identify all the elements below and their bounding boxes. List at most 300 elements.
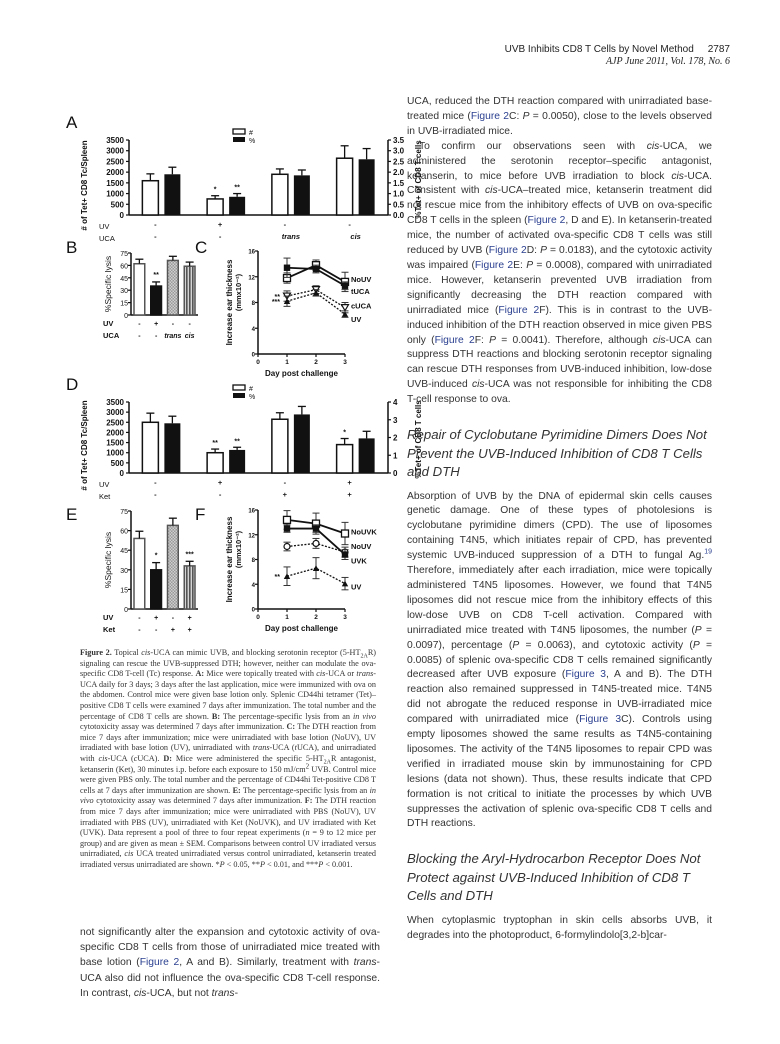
left-column-italic: trans xyxy=(353,957,377,969)
running-header xyxy=(505,44,730,68)
data-point xyxy=(342,283,348,289)
caption-text: Topical xyxy=(111,648,142,657)
row-label-uv: UV xyxy=(99,222,110,231)
bar-percent xyxy=(294,414,310,473)
y2-tick-label: 2 xyxy=(393,433,398,443)
series-label: NoUV xyxy=(351,274,372,284)
paragraph-text: -UCA. Consistent with xyxy=(407,170,712,197)
significance-marker: * xyxy=(343,429,346,437)
paragraph-text: = 0.0183), and the cytotoxic activity was impaired ( xyxy=(407,245,712,271)
y2-tick-label: 1.0 xyxy=(393,189,405,199)
significance-marker: ** xyxy=(234,438,240,446)
condition-label: trans xyxy=(281,232,301,241)
paragraph-text: -UCA was not responsible for inhibiting the CD8 T-cell response to ova. xyxy=(407,379,712,406)
x-tick-label: 1 xyxy=(285,614,289,621)
y-axis-title-units: (mmx10⁻²) xyxy=(234,273,243,312)
figure-link[interactable]: Figure 2 xyxy=(474,259,514,271)
significance-marker: ** xyxy=(274,294,280,302)
caption-italic: in vivo xyxy=(80,785,376,806)
legend-swatch-percent xyxy=(233,137,245,142)
y-axis-title: # of Tet+ CD8 Tc/Spleen xyxy=(80,400,89,491)
x-tick-label: 2 xyxy=(314,614,318,621)
y-tick-label: 8 xyxy=(251,558,255,564)
y-tick-label: 3000 xyxy=(106,146,124,156)
data-point xyxy=(313,525,319,531)
bar xyxy=(168,525,179,609)
row-label-ket: Ket xyxy=(103,625,116,634)
chart-legend xyxy=(233,385,255,401)
y-tick-label: 2500 xyxy=(106,418,124,428)
y2-tick-label: 2.5 xyxy=(393,157,405,167)
x-tick-label: 1 xyxy=(285,359,289,366)
row-label-uca: UCA xyxy=(99,234,115,243)
right-column-text xyxy=(407,95,712,944)
left-column-text: not significantly alter the expansion and cytotoxic activity of ova-specific CD8 T cells from those of unirradiated mice treated with base lotion ( xyxy=(80,927,380,969)
series-label: NoUV xyxy=(351,542,372,552)
condition-label: cis xyxy=(184,333,195,340)
bar-percent xyxy=(359,159,375,215)
series-label: UV xyxy=(351,315,362,325)
significance-marker: * xyxy=(213,186,217,194)
y-tick-label: 16 xyxy=(248,249,255,256)
y-tick-label: 500 xyxy=(110,458,124,468)
row-label-uv: UV xyxy=(103,613,114,622)
paragraph-italic: cis xyxy=(652,334,666,346)
y-tick-label: 12 xyxy=(248,533,255,540)
section-heading: Repair of Cyclobutane Pyrimidine Dimers Does Not Prevent the UVB-Induced Inhibition of CD8 T Cells and DTH xyxy=(407,427,707,480)
paragraph-text: = 0.0063), and cytotoxic activity ( xyxy=(519,639,693,651)
paragraph-italic: P xyxy=(692,639,700,651)
y-tick-label: 4 xyxy=(251,582,255,589)
paragraph-text: E: xyxy=(513,259,527,271)
caption-italic: trans xyxy=(356,669,374,679)
significance-marker: * xyxy=(154,552,158,560)
y-axis-title: %Specific lysis xyxy=(103,531,113,589)
y2-tick-label: 3.0 xyxy=(393,146,405,156)
legend-swatch-number xyxy=(233,129,245,134)
y2-tick-label: 1 xyxy=(393,451,398,461)
significance-marker: *** xyxy=(271,299,280,307)
caption-panel-ref: A: xyxy=(195,669,205,679)
y-tick-label: 2000 xyxy=(106,168,124,178)
journal-citation: AJP June 2011, Vol. 178, No. 6 xyxy=(605,56,730,67)
paragraph-text: C: xyxy=(509,110,523,122)
paragraph-italic: P xyxy=(694,624,702,636)
caption-italic: P xyxy=(219,859,225,869)
y-tick-label: 12 xyxy=(248,275,255,282)
condition-label: + xyxy=(347,490,352,499)
caption-text: The DTH reaction from mice 7 days after immunization; mice were unirradiated with base lotion (NoUV), UV irradiated with base lotion (UV), unirradiated with xyxy=(80,722,376,753)
caption-text: The percentage-specific lysis from an xyxy=(240,785,370,795)
legend-label-percent: % xyxy=(249,138,256,145)
caption-italic: P xyxy=(318,859,324,869)
y-tick-label: 3000 xyxy=(106,408,124,418)
left-column-text: -UCA also did not influence the ova-specific CD8 T-cell response. In contrast, xyxy=(80,957,380,999)
y2-tick-label: 0 xyxy=(393,469,398,478)
significance-marker: ** xyxy=(212,440,218,448)
caption-text: R) signaling can rescue the UVB-suppressed DTH; however, neither can modulate the ova-specific CD8 T-cell (Tc) response. xyxy=(80,648,376,679)
y2-tick-label: 0.5 xyxy=(393,200,405,210)
data-point xyxy=(313,540,319,546)
y-tick-label: 75 xyxy=(120,251,128,258)
paragraph-italic: P xyxy=(540,245,547,257)
y2-tick-label: 0.0 xyxy=(393,211,405,220)
paragraph xyxy=(407,914,712,944)
x-axis-title: Day post challenge xyxy=(265,624,338,633)
data-point xyxy=(284,516,291,523)
x-tick-label: 0 xyxy=(256,359,260,366)
figure-link[interactable]: Figure 2 xyxy=(488,245,527,257)
figure-2 xyxy=(60,100,423,645)
y-tick-label: 0 xyxy=(124,313,128,320)
bar-number xyxy=(142,422,158,473)
bar xyxy=(184,266,195,315)
left-column-italic: trans xyxy=(211,987,235,999)
bar-number xyxy=(207,453,223,473)
condition-label: - xyxy=(154,232,157,241)
y2-tick-label: 4 xyxy=(393,398,398,407)
paragraph-text: To confirm our observations seen with xyxy=(419,140,647,152)
caption-text: Mice were topically treated with xyxy=(204,669,317,679)
bar xyxy=(184,566,195,609)
caption-panel-ref: D: xyxy=(163,753,172,763)
paragraph-italic: cis xyxy=(485,185,498,197)
paragraph-text: F: xyxy=(474,334,490,346)
bar-number xyxy=(337,158,353,215)
caption-text: < 0.01, and *** xyxy=(264,859,319,869)
caption-text: -UCA or xyxy=(325,669,357,679)
series-uv xyxy=(284,558,362,592)
figure-link[interactable]: Figure 2 xyxy=(470,110,510,122)
condition-label: + xyxy=(347,478,352,487)
bar-percent xyxy=(164,174,180,215)
y-tick-label: 15 xyxy=(120,300,128,308)
y-axis-title: %Specific lysis xyxy=(103,255,113,313)
data-point xyxy=(342,551,348,557)
caption-label: Figure 2. xyxy=(80,648,112,657)
bar-number xyxy=(207,199,223,215)
left-column-italic: cis xyxy=(133,987,147,999)
paragraph-text: F). This is in contrast to the UVB-induced inhibition of the DTH reaction observed in mice given PBS only ( xyxy=(407,304,712,346)
caption-text: = 9 to 12 mice per group) and are given as mean ± SEM. Comparisons between control UV irradiated versus unirradiated, xyxy=(80,828,376,859)
figure-link[interactable]: Figure 2 xyxy=(434,334,475,346)
caption-text: < 0.001. xyxy=(323,859,353,869)
condition-label: - xyxy=(154,478,157,487)
condition-label: cis xyxy=(350,232,361,241)
caption-text: Mice were administered the specific 5-HT xyxy=(172,753,324,763)
y-tick-label: 45 xyxy=(120,548,128,556)
condition-label: - xyxy=(138,627,141,634)
bar-percent xyxy=(294,175,310,215)
caption-italic: P xyxy=(259,859,265,869)
left-column-text: , A and B). Similarly, treatment with xyxy=(179,957,354,969)
series-nouvk xyxy=(284,511,378,545)
legend-label-number: # xyxy=(249,130,253,137)
bar xyxy=(134,538,145,609)
y-tick-label: 500 xyxy=(110,200,124,210)
bar-percent xyxy=(229,197,245,215)
condition-label: + xyxy=(217,220,223,229)
significance-marker: ** xyxy=(153,271,159,279)
y2-tick-label: 2.0 xyxy=(393,168,405,178)
paragraph xyxy=(407,95,712,140)
condition-label: + xyxy=(154,321,159,328)
paragraph-text: UCA, reduced the DTH reaction compared with unirradiated base-treated mice ( xyxy=(407,96,712,122)
left-column-text xyxy=(80,925,380,1001)
condition-label: trans xyxy=(164,333,182,340)
caption-text: The percentage-specific lysis from an xyxy=(220,711,353,721)
caption-panel-ref: F: xyxy=(304,796,313,806)
y-tick-label: 60 xyxy=(120,263,128,271)
x-tick-label: 2 xyxy=(314,359,318,366)
paragraph-text: = 0.0097), percentage ( xyxy=(407,624,712,651)
bar xyxy=(151,286,162,315)
condition-label: + xyxy=(187,615,192,622)
caption-italic: trans xyxy=(252,743,270,753)
x-tick-label: 0 xyxy=(256,614,260,621)
panel-label-d: D xyxy=(66,375,79,394)
y-tick-label: 45 xyxy=(120,275,128,283)
panel-label-b: B xyxy=(66,238,78,257)
paragraph-text: , A and B). The DTH reaction also remained suppressed in T4N5-treated mice. T4N5 did not abrogate the reduced response in UVB-irradiated mice compared with unirradiated mice ( xyxy=(407,669,713,726)
x-tick-label: 3 xyxy=(343,359,347,366)
condition-label: - xyxy=(283,220,287,229)
y-tick-label: 1500 xyxy=(106,438,124,448)
paragraph-text: D: xyxy=(526,245,541,257)
caption-text: < 0.05, ** xyxy=(224,859,260,869)
caption-panel-ref: B: xyxy=(211,711,221,721)
panel-label-e: E xyxy=(66,505,78,524)
x-tick-label: 3 xyxy=(343,614,347,621)
bar xyxy=(134,264,145,315)
paragraph-text: -UCA–treated mice, ketanserin treatment did not rescue mice from the inhibitory effects of UVB on ova-specific CD8 T cells in the spleen ( xyxy=(407,185,712,227)
y-tick-label: 0 xyxy=(251,607,255,614)
y-tick-label: 0 xyxy=(251,352,255,359)
y-axis-title: Increase ear thickness xyxy=(225,259,234,346)
reference-link[interactable]: 19 xyxy=(704,548,712,556)
left-column-text: - xyxy=(234,987,238,999)
paragraph xyxy=(407,490,712,833)
figure-link[interactable]: Figure 2 xyxy=(139,957,180,969)
y2-axis-title: %Tet+ of CD8 T cells xyxy=(414,140,423,219)
y-tick-label: 60 xyxy=(120,528,128,536)
bar-percent xyxy=(229,450,245,473)
condition-label: - xyxy=(171,615,175,622)
y-axis-title: Increase ear thickness xyxy=(225,516,234,603)
caption-italic: t xyxy=(294,743,297,753)
condition-label: + xyxy=(170,627,175,634)
data-point xyxy=(284,544,290,550)
condition-label: + xyxy=(154,615,159,622)
paragraph xyxy=(407,140,712,408)
caption-text: R antagonist, ketanserin (Ket), 30 minutes i.p. before each exposure to 150 mJ/cm xyxy=(80,753,376,774)
y-tick-label: 16 xyxy=(248,508,255,515)
y-axis-title-units: (mmx10⁻²) xyxy=(234,530,243,569)
row-label-uv: UV xyxy=(103,319,114,328)
condition-label: - xyxy=(154,220,157,229)
y-tick-label: 0 xyxy=(124,607,128,614)
legend-label-number: # xyxy=(249,386,253,393)
significance-marker: ** xyxy=(274,574,280,582)
bar-number xyxy=(337,445,353,473)
series-label: UV xyxy=(351,582,362,592)
caption-text: UVB. Control mice were given PBS only. The total number and the percentage of CD44hi Tet-positive CD8 T cells at 7 days after immunization are shown. xyxy=(80,764,377,795)
y-axis-title: # of Tet+ CD8 Tc/Spleen xyxy=(80,140,89,231)
condition-label: + xyxy=(282,490,288,499)
paragraph-text: Absorption of UVB by the DNA of epidermal skin cells causes genetic damage. One of these types of photolesions is cyclobutane pyrimidine dimers (CPD). The use of liposomes containing T4N5, which initiates repair of CPD, has prevented systemic UVB-induced suppression of a DTH to fungal Ag. xyxy=(407,490,712,562)
legend-swatch-percent xyxy=(233,393,245,398)
condition-label: - xyxy=(138,615,141,622)
caption-italic: n xyxy=(305,828,310,838)
y2-tick-label: 1.5 xyxy=(393,178,405,188)
figure-link[interactable]: Figure 2 xyxy=(527,215,566,227)
paragraph-text: = 0.0008), compared with unirradiated mice. However, ketanserin prevented UVB irradiation from significantly decreasing the DTH reaction compared with unirradiated mice ( xyxy=(407,259,712,316)
condition-label: - xyxy=(218,490,222,499)
panel-label-c: C xyxy=(195,238,208,257)
figure-2-panels xyxy=(60,100,423,645)
data-point xyxy=(342,530,349,537)
paragraph-italic: cis xyxy=(646,140,660,152)
row-label-uca: UCA xyxy=(103,331,120,340)
caption-text: UCA). xyxy=(137,753,164,763)
condition-label: - xyxy=(348,220,351,229)
bar xyxy=(168,260,179,315)
data-point xyxy=(284,525,290,531)
y-tick-label: 0 xyxy=(119,211,124,220)
condition-label: + xyxy=(217,478,223,487)
y-tick-label: 30 xyxy=(120,567,128,575)
condition-label: + xyxy=(187,627,192,634)
y-tick-label: 3500 xyxy=(106,398,124,407)
condition-label: - xyxy=(188,321,191,328)
bar-number xyxy=(142,181,158,215)
condition-label: - xyxy=(138,333,141,340)
caption-text: -UCA daily for 3 days; 3 days after the last application, mice were immunized with ova on the abdomen. Control mice were given base lotion only. Splenic CD44hi tetramer (Tet)–positive CD8 T cells were examined 7 days after immunization. The total number and the percentage of CD8 T cells are shown. xyxy=(80,669,376,721)
bar-number xyxy=(272,419,288,473)
caption-panel-ref: E: xyxy=(232,785,241,795)
caption-text: cytotoxicity assay was determined 7 days after immunization. xyxy=(80,722,287,732)
paragraph-text: = 0.0085) of splenic ova-specific CD8 T cells remained significantly decreased after UVB exposure ( xyxy=(407,639,712,681)
condition-label: - xyxy=(218,232,222,241)
y-tick-label: 4 xyxy=(251,326,255,333)
caption-italic: cis xyxy=(98,753,108,763)
series-label: NoUVK xyxy=(351,527,377,537)
paragraph-text: = 0.0050), close to the levels observed in UVB-irradiated mice. xyxy=(407,110,712,137)
condition-label: - xyxy=(154,627,158,634)
bar-percent xyxy=(359,438,375,473)
y-tick-label: 1500 xyxy=(106,178,124,188)
caption-italic: cis xyxy=(124,849,134,859)
data-point xyxy=(284,573,290,579)
data-point xyxy=(284,265,290,271)
caption-text: cytotoxicity assay was determined 7 days after immunization. xyxy=(93,796,305,806)
y-tick-label: 0 xyxy=(119,469,124,478)
paragraph-italic: P xyxy=(512,639,520,651)
paragraph-italic: cis xyxy=(471,379,485,391)
caption-subscript: 2A xyxy=(360,653,368,660)
y-tick-label: 15 xyxy=(120,587,128,595)
figure-link[interactable]: Figure 2 xyxy=(498,304,540,316)
paragraph-text: C). Controls using empty liposomes showed the same results as T4N5-containing liposomes. The activity of the T4N5 liposomes to repair CPD was verified in irradiated mouse skin by immunostaining for CPD lesions (data not shown). Thus, these results indicate that CPD formation is not critical to initiate the processes by which UVB suppresses the activation of splenic ova-specific CD8 T cells and DTH reactions. xyxy=(407,714,713,830)
panel-label-f: F xyxy=(195,505,206,524)
caption-italic: c xyxy=(133,753,138,763)
legend-swatch-number xyxy=(233,385,245,390)
page-number: 2787 xyxy=(707,44,730,55)
condition-label: - xyxy=(138,321,141,328)
paragraph-text: = 0.0041). Therefore, although xyxy=(496,334,653,346)
y-tick-label: 30 xyxy=(120,288,128,296)
paragraph-text: When cytoplasmic tryptophan in skin cells absorbs UVB, it degrades into the photoproduct, 6-formylindolo[3,2-b]car- xyxy=(407,914,712,941)
row-label-uv: UV xyxy=(99,480,110,489)
y2-tick-label: 3.5 xyxy=(393,136,405,145)
left-column-text: -UCA, but not xyxy=(146,987,212,999)
caption-text: The DTH reaction from mice 7 days after immunization; mice were unirradiated with PBS (NoUV), UV irradiated with PBS (UV), unirradiated with Ket (NoUVK), and UV irradiated with Ket (UVK). Data represent a pool of three to four repeat experiments ( xyxy=(80,796,376,838)
condition-label: - xyxy=(283,478,287,487)
condition-label: - xyxy=(154,333,158,340)
caption-italic: cis xyxy=(316,669,326,679)
paragraph-italic: P xyxy=(522,110,530,122)
figure-link[interactable]: Figure 3 xyxy=(565,669,606,681)
caption-text: -UCA ( xyxy=(269,743,295,753)
paragraph-italic: P xyxy=(489,334,497,346)
caption-superscript: 2 xyxy=(305,761,310,770)
caption-text: -UCA ( xyxy=(107,753,134,763)
caption-panel-ref: C: xyxy=(286,722,296,732)
bar xyxy=(151,570,162,609)
row-label-ket: Ket xyxy=(99,492,111,501)
data-point xyxy=(313,565,319,571)
y-tick-label: 3500 xyxy=(106,136,124,145)
running-title: UVB Inhibits CD8 T Cells by Novel Method xyxy=(504,44,694,55)
data-point xyxy=(342,581,348,587)
paragraph-text: , D and E). In ketanserin-treated mice, the number of activated ova-specific CD8 T cells was still reduced by UVB ( xyxy=(407,215,712,257)
caption-text: -UCA can mimic UVB, and blocking serotonin receptor (5-HT xyxy=(150,648,361,657)
y-tick-label: 1000 xyxy=(106,448,124,458)
y2-tick-label: 3 xyxy=(393,415,398,425)
condition-label: - xyxy=(154,490,157,499)
section-heading: Blocking the Aryl-Hydrocarbon Receptor Does Not Protect against UVB-Induced Inhibition of CD8 T Cells and DTH xyxy=(407,851,701,904)
caption-text: UCA), and unirradiated with xyxy=(80,743,376,763)
chart-legend xyxy=(233,129,255,145)
significance-marker: ** xyxy=(234,184,240,192)
x-axis-title: Day post challenge xyxy=(265,369,338,378)
paragraph-italic: P xyxy=(526,259,534,271)
figure-link[interactable]: Figure 3 xyxy=(579,714,622,726)
caption-italic: in vivo xyxy=(352,711,376,721)
caption-text: UCA treated unirradiated versus control unirradiated, ketanserin treated irradiated versus unirradiated are shown. * xyxy=(80,849,376,869)
y-tick-label: 2000 xyxy=(106,428,124,438)
series-label: UVK xyxy=(351,556,367,566)
data-point xyxy=(342,305,349,311)
y-tick-label: 75 xyxy=(120,509,128,516)
series-nouv xyxy=(284,538,372,557)
data-point xyxy=(313,266,319,272)
y-tick-label: 2500 xyxy=(106,157,124,167)
panel-label-a: A xyxy=(66,113,78,132)
y2-axis-title: %Tet+ of CD8 T cells xyxy=(414,400,423,479)
paragraph-italic: cis xyxy=(671,170,684,182)
y-tick-label: 1000 xyxy=(106,189,124,199)
caption-italic: cis xyxy=(141,648,151,657)
bar-percent xyxy=(164,423,180,473)
y-tick-label: 8 xyxy=(251,301,255,307)
series-label: cUCA xyxy=(351,301,372,311)
significance-marker: *** xyxy=(185,551,194,559)
paragraph-text: Therefore, immediately after each irradiation, mice were topically administered T4N5 liposomes. However, we found that T4N5 liposomes did not rescue mice from the inhibitory effects of this low-dose UVB on CD8 T-cell activation. Compared with unirradiated mice treated with T4N5 liposomes, the number ( xyxy=(407,565,712,636)
paragraph-text: -UCA can suppress DTH reactions and blocking serotonin receptor signaling can rescue DTH responses from UVB-induced inhibition, low-dose UVB-induced xyxy=(407,334,712,391)
paragraph-text: -UCA, we administered the serotonin receptor–specific antagonist, ketanserin, to mice before UVB irradiation to block xyxy=(407,140,712,182)
bar-number xyxy=(272,174,288,215)
